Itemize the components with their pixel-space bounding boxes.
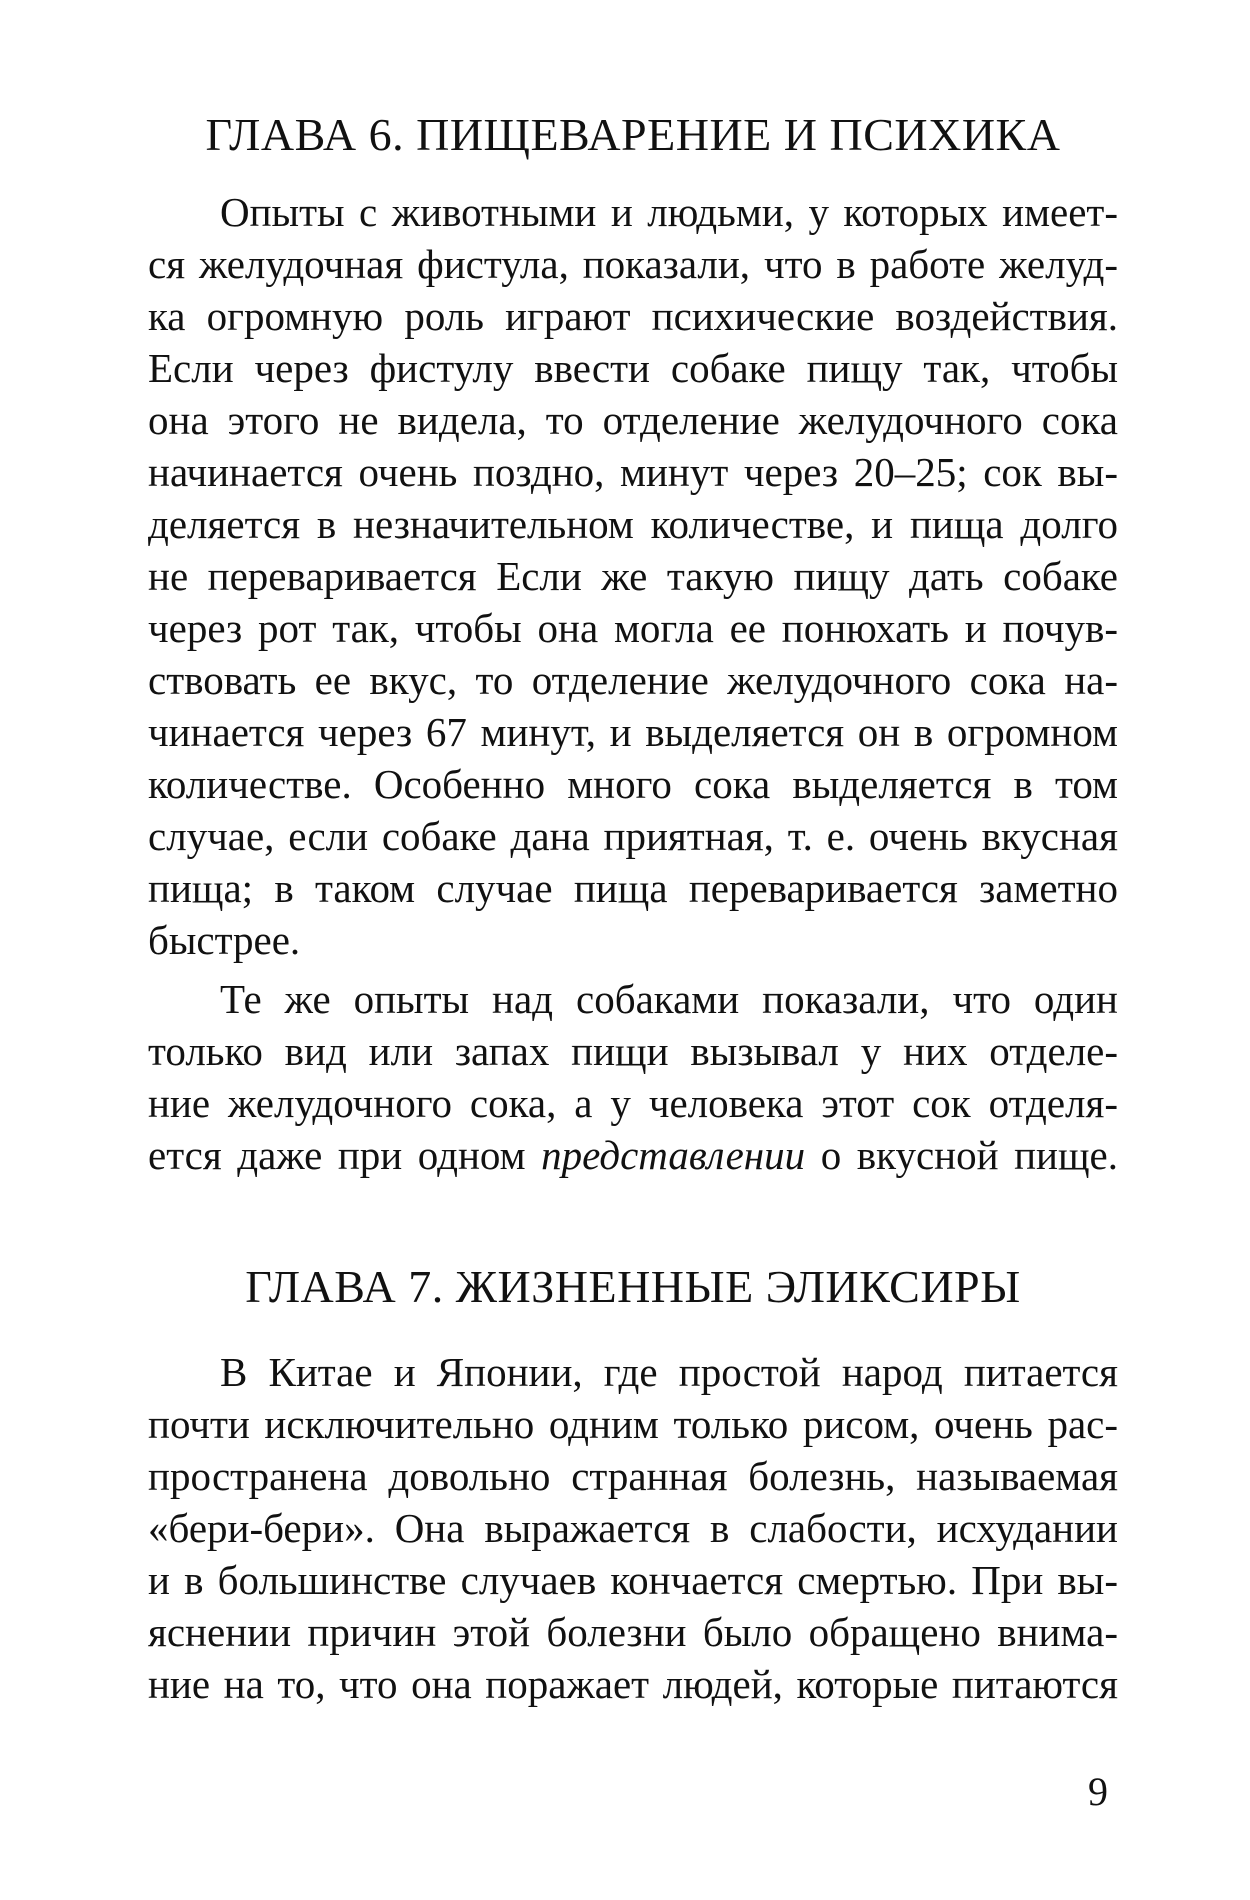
ch6-p1-line: пища; в таком случае пища переваривается заметно bbox=[148, 865, 1118, 911]
ch7-p1-line: «бери-бери». Она выражается в слабости, исхудании bbox=[148, 1505, 1118, 1551]
ch6-p2-italic-word: представлении bbox=[541, 1132, 806, 1178]
chapter-6-title: ГЛАВА 6. ПИЩЕВАРЕНИЕ И ПСИХИКА bbox=[205, 109, 1061, 160]
ch6-p1-line: Если через фистулу ввести собаке пищу так, чтобы bbox=[148, 345, 1118, 391]
chapter-7-title: ГЛАВА 7. ЖИЗНЕННЫЕ ЭЛИКСИРЫ bbox=[245, 1261, 1021, 1312]
ch6-p1-line: чинается через 67 минут, и выделяется он в огромном bbox=[148, 709, 1118, 755]
ch6-p1-line: начинается очень поздно, минут через 20–25; сок вы- bbox=[148, 449, 1118, 495]
ch6-p1-line: Опыты с животными и людьми, у которых имеет- bbox=[220, 189, 1118, 235]
ch6-p2-text-after: о вкусной пище. bbox=[805, 1132, 1118, 1178]
page-number: 9 bbox=[1088, 1769, 1108, 1814]
ch6-p2-line: ние желудочного сока, а у человека этот сок отделя- bbox=[148, 1080, 1118, 1126]
ch6-p1-line: быстрее. bbox=[148, 917, 301, 963]
ch6-p1-line: случае, если собаке дана приятная, т. е. очень вкусная bbox=[148, 813, 1118, 859]
ch6-p2-text-before: ется даже при одном bbox=[148, 1132, 542, 1178]
ch6-p1-line: ся желудочная фистула, показали, что в работе желуд- bbox=[148, 241, 1118, 287]
ch6-p2-line: Те же опыты над собаками показали, что один bbox=[220, 976, 1118, 1022]
ch6-p1-line: ка огромную роль играют психические воздействия. bbox=[148, 293, 1118, 339]
ch6-p1-line: через рот так, чтобы она могла ее понюхать и почув- bbox=[148, 605, 1118, 651]
ch6-p1-line: она этого не видела, то отделение желудочного сока bbox=[148, 397, 1118, 443]
ch6-p2-last-line bbox=[148, 1129, 1118, 1181]
ch7-p1-line: ние на то, что она поражает людей, которые питаются bbox=[148, 1661, 1118, 1707]
ch7-p1-line: В Китае и Японии, где простой народ питается bbox=[220, 1349, 1118, 1395]
ch6-p1-line: ствовать ее вкус, то отделение желудочного сока на- bbox=[148, 657, 1118, 703]
ch6-p1-line: количестве. Особенно много сока выделяется в том bbox=[148, 761, 1118, 807]
ch7-p1-line: яснении причин этой болезни было обращено внима- bbox=[148, 1609, 1118, 1655]
ch6-p1-line: деляется в незначительном количестве, и пища долго bbox=[148, 501, 1118, 547]
ch6-p2-line: только вид или запах пищи вызывал у них отделе- bbox=[148, 1028, 1118, 1074]
ch7-p1-line: и в большинстве случаев кончается смертью. При вы- bbox=[148, 1557, 1118, 1603]
ch6-p1-line: не переваривается Если же такую пищу дать собаке bbox=[148, 553, 1118, 599]
ch7-p1-line: пространена довольно странная болезнь, называемая bbox=[148, 1453, 1118, 1499]
ch7-p1-line: почти исключительно одним только рисом, очень рас- bbox=[148, 1401, 1118, 1447]
